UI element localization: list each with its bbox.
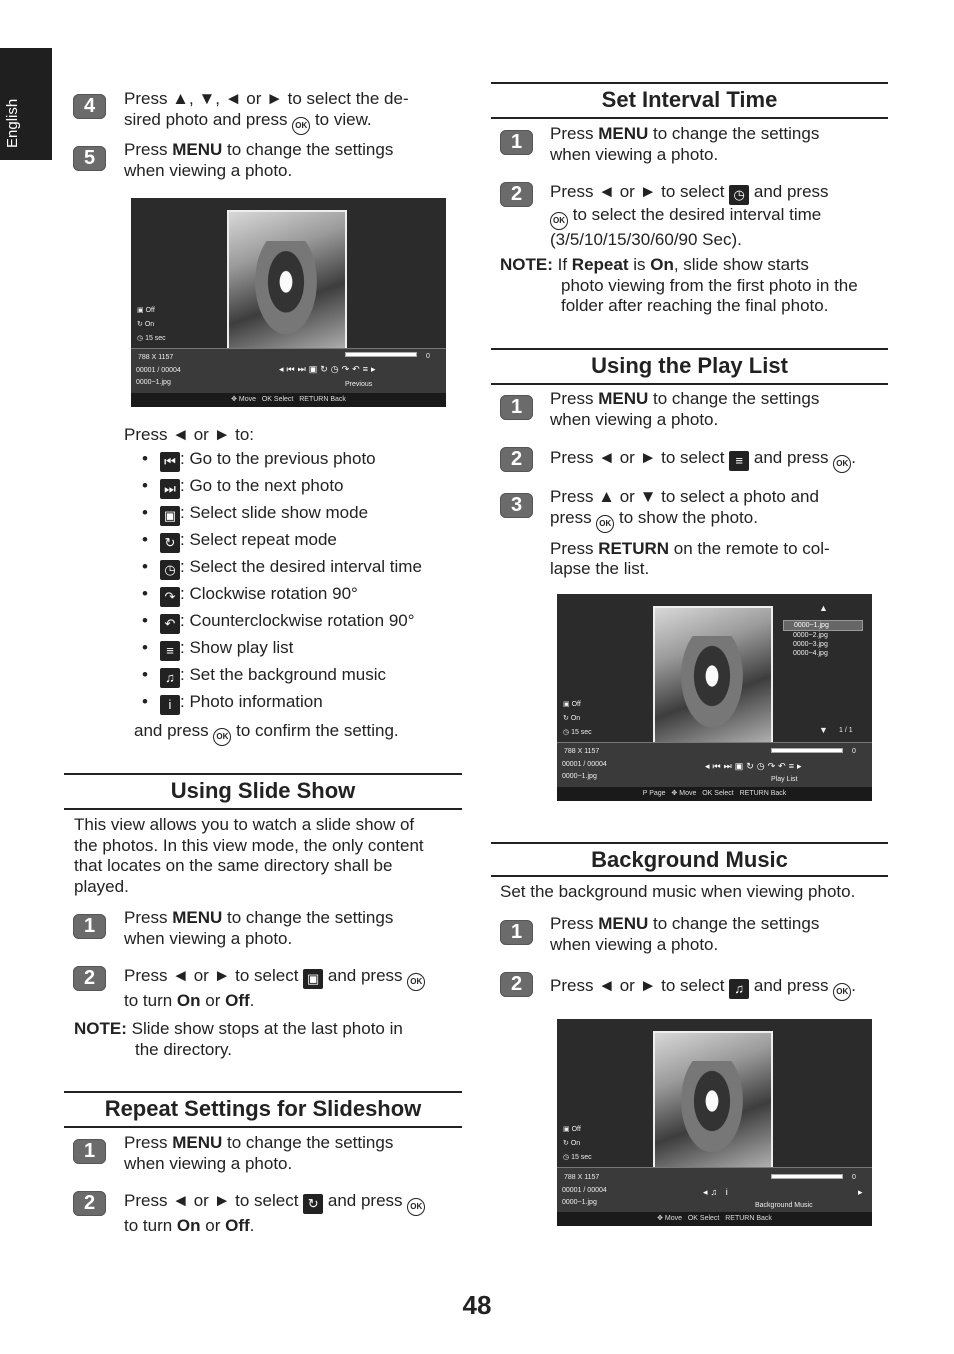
slide-step-2-text: Press ◄ or ► to select ▣ and press OK to turn On or Off. <box>124 966 425 1012</box>
dog-photo <box>227 210 347 360</box>
option-icon: ▣ <box>160 506 180 526</box>
option-icon: ◷ <box>160 560 180 580</box>
option-item: • ⏭ : Go to the next photo <box>142 472 462 499</box>
option-icon: ↻ <box>160 533 180 553</box>
step-badge-1: 1 <box>500 920 533 945</box>
ok-icon: OK <box>833 455 851 473</box>
dog-photo <box>653 1031 773 1177</box>
step-badge-2: 2 <box>500 182 533 207</box>
option-list <box>142 445 462 715</box>
section-title-repeat: Repeat Settings for Slideshow <box>64 1091 462 1128</box>
playlist-screenshot: ▲ 0000~1.jpg 0000~2.jpg 0000~3.jpg 0000~4.jpg ▼ 1 / 1 ▣ Off ↻ On ◷ 15 sec 788 X 1157 00001 / 00004 0000~1.jpg 0 ◂⏮⏭▣↻◷↷↶≡▸ Play List P Page ✥ Move OK Select RETURN Back <box>557 594 872 801</box>
slide-note: NOTE: Slide show stops at the last photo in the directory. <box>74 1019 403 1059</box>
playlist-step-2-text: Press ◄ or ► to select ≡ and press OK . <box>550 448 856 473</box>
section-title-music: Background Music <box>491 842 888 877</box>
option-item: • ↻ : Select repeat mode <box>142 526 462 553</box>
music-intro: Set the background music when viewing photo. <box>500 882 856 901</box>
photo-viewer-screenshot: ▣ Off ↻ On ◷ 15 sec 788 X 1157 00001 / 00004 0000~1.jpg 0 ◂⏮⏭▣↻◷↷↶≡▸ Previous ✥ Move OK Select RETURN Back <box>131 198 446 407</box>
option-icon: ⏭ <box>160 479 180 499</box>
step-badge-3: 3 <box>500 493 533 518</box>
ok-icon: OK <box>833 983 851 1001</box>
option-icon: ⏮ <box>160 452 180 472</box>
option-item: • ↷ : Clockwise rotation 90° <box>142 580 462 607</box>
option-item: • ≡ : Show play list <box>142 634 462 661</box>
option-icon: ↶ <box>160 614 180 634</box>
option-item: • ♫ : Set the background music <box>142 661 462 688</box>
control-icons: ◂⏮⏭▣↻◷↷↶≡▸ <box>279 364 379 374</box>
section-title-playlist: Using the Play List <box>491 348 888 385</box>
ok-icon: OK <box>596 515 614 533</box>
step-badge-1: 1 <box>73 914 106 939</box>
step-badge-4: 4 <box>73 94 106 119</box>
ok-icon: OK <box>407 973 425 991</box>
interval-note: NOTE: If Repeat is On, slide show starts photo viewing from the first photo in the folder after reaching the final photo. <box>500 255 858 315</box>
playlist-step-1-text: Press MENU to change the settings when viewing a photo. <box>550 389 820 429</box>
step-badge-1: 1 <box>73 1139 106 1164</box>
option-icon: ≡ <box>160 641 180 661</box>
ok-icon: OK <box>292 117 310 135</box>
repeat-step-1-text: Press MENU to change the settings when viewing a photo. <box>124 1133 394 1173</box>
interval-step-1-text: Press MENU to change the settings when viewing a photo. <box>550 124 820 164</box>
step-badge-5: 5 <box>73 146 106 171</box>
repeat-icon: ↻ <box>303 1194 323 1214</box>
music-screenshot: ▣ Off ↻ On ◷ 15 sec 788 X 1157 00001 / 00004 0000~1.jpg 0 ◂♫ i ▸ Background Music ✥ Move OK Select RETURN Back <box>557 1019 872 1226</box>
step-badge-2: 2 <box>73 966 106 991</box>
slide-show-intro: This view allows you to watch a slide show of the photos. In this view mode, the only content that locates on the same directory shall be played. <box>74 815 424 896</box>
playlist-step-3-text: Press ▲ or ▼ to select a photo and press OK to show the photo. Press RETURN on the remote to col- lapse the list. <box>550 487 830 578</box>
step-4-text: Press ▲, ▼, ◄ or ► to select the de- sired photo and press OK to view. <box>124 89 454 135</box>
option-item: • ◷ : Select the desired interval time <box>142 553 462 580</box>
step-5-text: Press MENU to change the settings when viewing a photo. <box>124 140 394 180</box>
interval-step-2-text: Press ◄ or ► to select ◷ and press OK to select the desired interval time (3/5/10/15/30/60/90 Sec). <box>550 182 829 249</box>
section-title-interval: Set Interval Time <box>491 82 888 119</box>
music-step-1-text: Press MENU to change the settings when viewing a photo. <box>550 914 820 954</box>
step-badge-2: 2 <box>500 972 533 997</box>
ok-icon: OK <box>550 212 568 230</box>
language-tab <box>0 48 52 160</box>
repeat-step-2-text: Press ◄ or ► to select ↻ and press OK to turn On or Off. <box>124 1191 425 1237</box>
option-item: • ▣ : Select slide show mode <box>142 499 462 526</box>
step-badge-2: 2 <box>500 447 533 472</box>
page-number: 48 <box>462 1290 492 1320</box>
dog-photo <box>653 606 773 752</box>
clock-icon: ◷ <box>729 185 749 205</box>
confirm-line: and press OK to confirm the setting. <box>134 721 399 746</box>
press-to-line: Press ◄ or ► to: <box>124 425 255 444</box>
slideshow-icon: ▣ <box>303 969 323 989</box>
step-badge-1: 1 <box>500 395 533 420</box>
playlist-icon: ≡ <box>729 451 749 471</box>
ok-icon: OK <box>407 1198 425 1216</box>
option-icon: ↷ <box>160 587 180 607</box>
language-label: English <box>4 98 21 148</box>
step-badge-2: 2 <box>73 1191 106 1216</box>
slide-step-1-text: Press MENU to change the settings when viewing a photo. <box>124 908 394 948</box>
option-item: • i : Photo information <box>142 688 462 715</box>
music-step-2-text: Press ◄ or ► to select ♫ and press OK . <box>550 976 856 1001</box>
option-icon: ♫ <box>160 668 180 688</box>
ok-icon: OK <box>213 728 231 746</box>
option-item: • ⏮ : Go to the previous photo <box>142 445 462 472</box>
option-icon: i <box>160 695 180 715</box>
control-bar: 788 X 1157 00001 / 00004 0000~1.jpg 0 ◂⏮⏭▣↻◷↷↶≡▸ Previous <box>131 348 446 393</box>
step-badge-1: 1 <box>500 130 533 155</box>
section-title-slide-show: Using Slide Show <box>64 773 462 810</box>
screen-footer: ✥ Move OK Select RETURN Back <box>131 393 446 407</box>
option-item: • ↶ : Counterclockwise rotation 90° <box>142 607 462 634</box>
music-icon: ♫ <box>729 979 749 999</box>
